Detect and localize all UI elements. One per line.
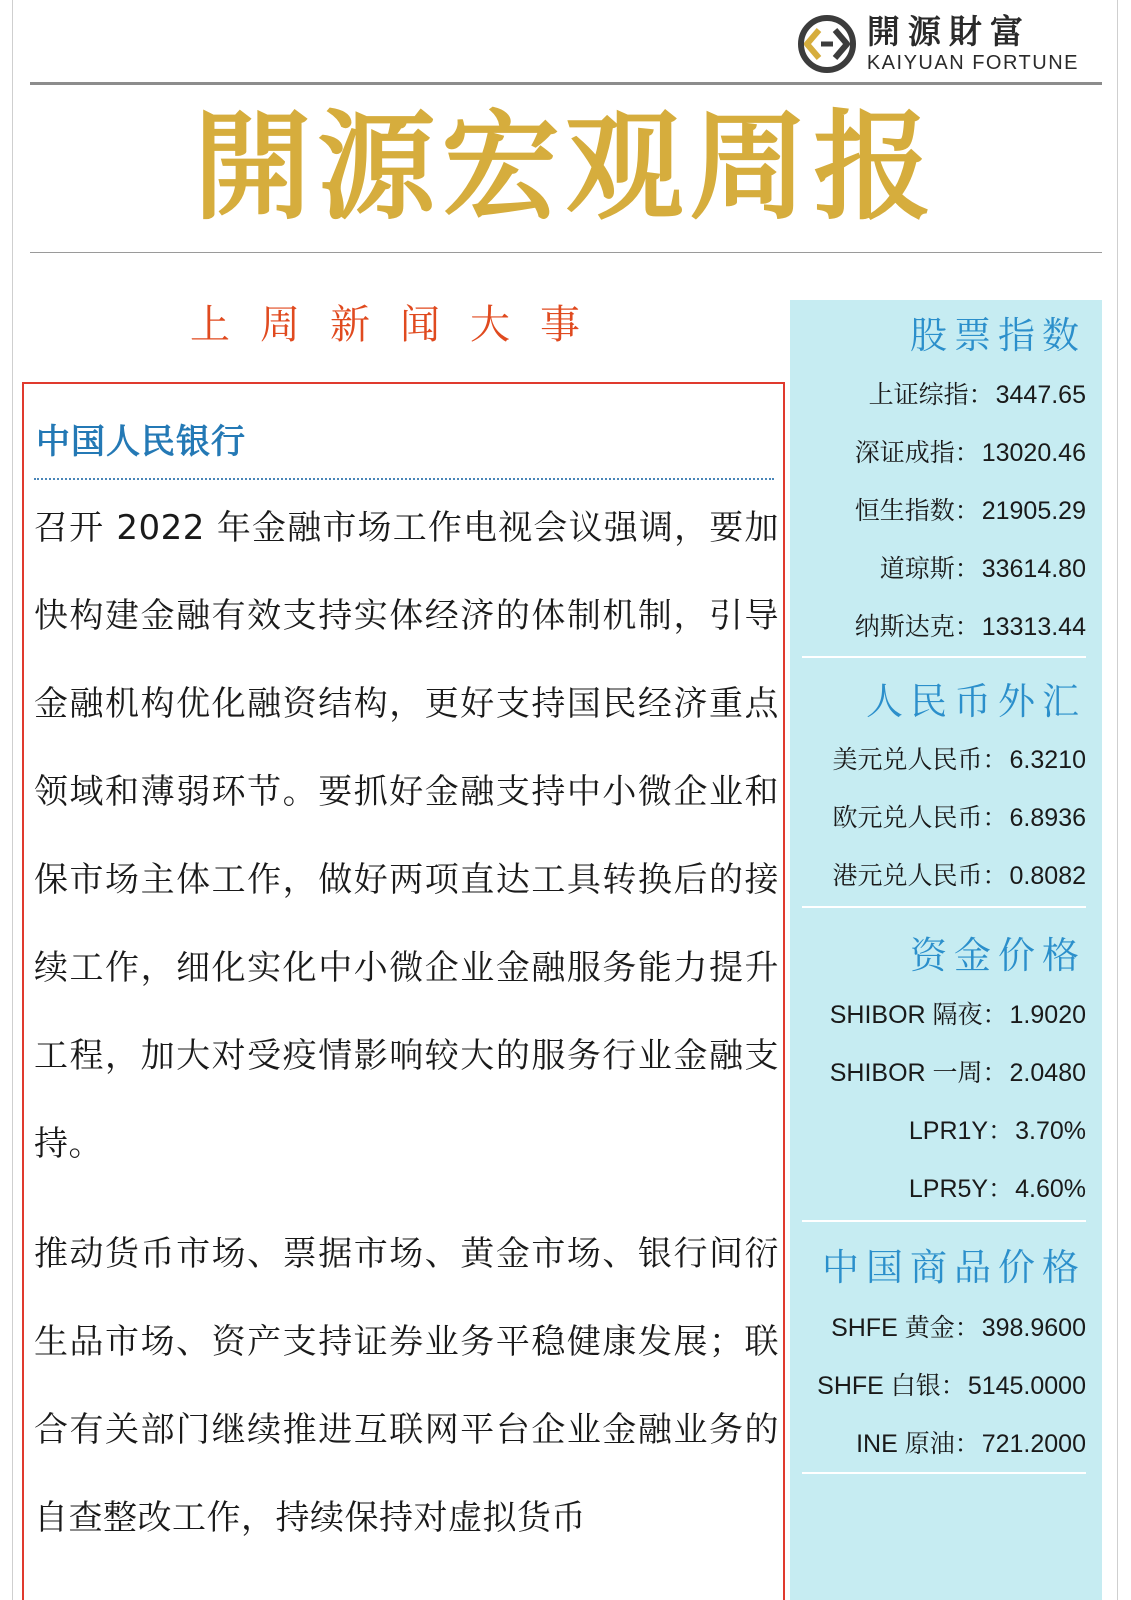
fx-title: 人民币外汇	[866, 680, 1086, 723]
row-colon: ：	[968, 381, 994, 409]
money-row	[830, 1000, 1086, 1030]
news-paragraph: 召开 2022 年金融市场工作电视会议强调，要加快构建金融有效支持实体经济的体制机制，引导金融机构优化融资结构，更好支持国民经济重点领域和薄弱环节。要抓好金融支持中小微企业和保市场主体工作，做好两项直达工具转换后的接续工作，细化实化中小微企业金融服务能力提升工程，加大对受疫情影响较大的服务行业金融支持。	[34, 508, 779, 1164]
row-label: 恒生指数	[854, 497, 955, 525]
row-value: 33614.80	[981, 555, 1086, 583]
row-colon: ：	[954, 439, 980, 467]
row-colon: ：	[954, 1314, 980, 1342]
row-label: 纳斯达克	[854, 613, 955, 641]
dotted-divider	[34, 478, 774, 480]
stock-row	[855, 438, 1086, 468]
news-paragraph: 推动货币市场、票据市场、黄金市场、银行间衍生品市场、资产支持证券业务平稳健康发展；联合有关部门继续推进互联网平台企业金融业务的自查整改工作，持续保持对虚拟货币	[34, 1234, 779, 1538]
row-colon: ：	[982, 1059, 1008, 1087]
row-colon: ：	[954, 1430, 980, 1458]
row-label: 港元兑人民币	[832, 862, 983, 890]
row-value: 721.2000	[981, 1430, 1086, 1458]
row-value: 3.70%	[1015, 1117, 1086, 1145]
row-label: SHIBOR 一周	[829, 1059, 983, 1087]
sidebar-divider	[802, 906, 1086, 908]
row-label: 深证成指	[854, 439, 955, 467]
row-label: 美元兑人民币	[832, 746, 983, 774]
commodity-row	[831, 1313, 1086, 1343]
row-label: 上证综指	[868, 381, 969, 409]
brand-name-cn: 開源財富	[866, 12, 1031, 51]
row-colon: ：	[954, 613, 980, 641]
sidebar-divider	[802, 1472, 1086, 1474]
row-value: 4.60%	[1015, 1175, 1086, 1203]
row-colon: ：	[982, 804, 1008, 832]
money-row	[909, 1174, 1086, 1204]
row-colon: ：	[982, 1001, 1008, 1029]
row-colon: ：	[954, 497, 980, 525]
masthead-divider	[30, 252, 1102, 253]
top-divider	[30, 82, 1102, 85]
section-heading: 上周新闻大事	[190, 302, 610, 348]
stock-row	[880, 554, 1086, 584]
row-label: 欧元兑人民币	[832, 804, 983, 832]
fx-row	[833, 803, 1087, 833]
news-box	[22, 382, 785, 1600]
brand-name-en: KAIYUAN FORTUNE	[866, 52, 1079, 74]
row-colon: ：	[988, 1175, 1014, 1203]
brand-header	[797, 14, 1079, 74]
sidebar-divider	[802, 1220, 1086, 1222]
commodity-row	[817, 1371, 1086, 1401]
row-label: SHFE 白银	[817, 1372, 941, 1400]
row-value: 6.8936	[1009, 804, 1086, 832]
row-colon: ：	[954, 555, 980, 583]
commodity-row	[856, 1429, 1086, 1459]
sidebar-divider	[802, 656, 1086, 658]
row-label: LPR5Y	[908, 1175, 989, 1203]
row-value: 1.9020	[1009, 1001, 1086, 1029]
row-value: 13020.46	[981, 439, 1086, 467]
row-value: 5145.0000	[967, 1372, 1086, 1400]
masthead-title: 開源宏观周报	[193, 98, 938, 236]
fx-row	[833, 745, 1087, 775]
money-row	[830, 1058, 1086, 1088]
row-label: SHFE 黄金	[831, 1314, 955, 1342]
money-price-title: 资金价格	[910, 934, 1086, 977]
row-colon: ：	[982, 862, 1008, 890]
row-label: SHIBOR 隔夜	[829, 1001, 983, 1029]
stock-index-title: 股票指数	[910, 314, 1086, 357]
stock-row	[869, 380, 1086, 410]
stock-row	[855, 612, 1086, 642]
row-label: INE 原油	[856, 1430, 955, 1458]
market-sidebar	[790, 300, 1102, 1600]
row-value: 0.8082	[1009, 862, 1086, 890]
row-label: LPR1Y	[908, 1117, 989, 1145]
row-value: 13313.44	[981, 613, 1086, 641]
commodity-price-title: 中国商品价格	[822, 1246, 1086, 1289]
row-colon: ：	[988, 1117, 1014, 1145]
row-value: 21905.29	[981, 497, 1086, 525]
kaiyuan-logo-icon	[797, 14, 857, 74]
news-org-title: 中国人民银行	[36, 422, 246, 462]
brand-text	[867, 14, 1079, 74]
stock-row	[855, 496, 1086, 526]
row-value: 6.3210	[1009, 746, 1086, 774]
row-colon: ：	[940, 1372, 966, 1400]
row-value: 2.0480	[1009, 1059, 1086, 1087]
row-colon: ：	[982, 746, 1008, 774]
fx-row	[833, 861, 1087, 891]
money-row	[909, 1116, 1086, 1146]
row-value: 3447.65	[995, 381, 1086, 409]
row-label: 道琼斯	[879, 555, 955, 583]
row-value: 398.9600	[981, 1314, 1086, 1342]
